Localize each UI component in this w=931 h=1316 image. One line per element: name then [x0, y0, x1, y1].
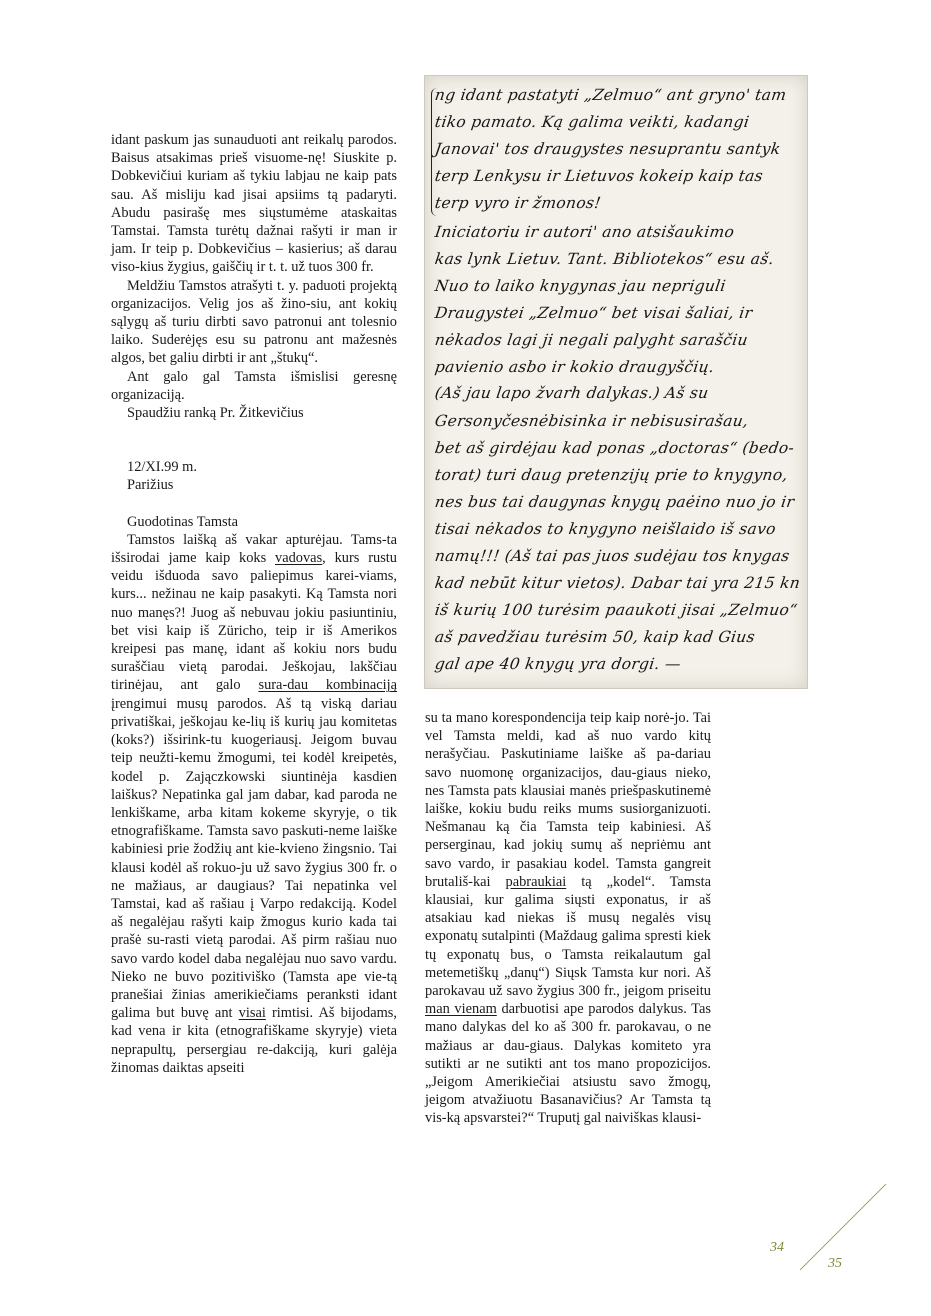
manuscript-line: aš pavedžiau turėsim 50, kaip kad Gius: [433, 628, 757, 646]
manuscript-line: namų!!! (Aš tai pas juos sudėjau tos knygas: [433, 547, 791, 565]
manuscript-line: bet aš girdėjau kad ponas „doctoras“ (bedo-: [433, 439, 796, 457]
manuscript-line: Nuo to laiko knygynas jau nepriguli: [433, 277, 727, 295]
underlined-phrase: sura-dau kombinaciją: [258, 677, 397, 694]
manuscript-line: ng idant pastatyti „Zelmuo“ ant gryno' tam: [433, 86, 788, 104]
letter-place: Parižius: [127, 477, 174, 494]
manuscript-line: nes bus tai daugynas knygų paėino nuo jo ir: [433, 493, 796, 511]
underlined-word: visai: [238, 1005, 266, 1022]
signature-line: Spaudžiu ranką Pr. Žitkevičius: [127, 405, 304, 422]
manuscript-line: gal ape 40 knygų yra dorgi. —: [433, 655, 683, 673]
letter-salutation: Guodotinas Tamsta: [127, 513, 239, 530]
manuscript-line: Draugystei „Zelmuo“ bet visai šaliai, ir: [433, 304, 754, 322]
letter-date: 12/XI.99 m.: [127, 459, 197, 476]
page-number-left: 34: [770, 1240, 784, 1255]
underlined-phrase: man vienam: [425, 1001, 497, 1018]
paragraph-closing: Ant galo gal Tamsta išmislisi geresnę organizaciją.: [111, 368, 397, 403]
page-number-right: 35: [828, 1256, 842, 1271]
right-text-column: [425, 709, 711, 1128]
underlined-word: pabraukiai: [505, 873, 567, 890]
paragraph-request: Meldžiu Tamstos atrašyti t. y. paduoti projektą organizacijos. Velig jos aš žino-siu, ant kokių sąlygų aš turiu dirbti savo patronui ant tolesnio laiko. Suderėjęs esu su patronu ant mažesnės algos, bet galiu dirbti ir ant „štukų“.: [111, 277, 397, 367]
letter-body: Tamstos laišką aš vakar apturėjau. Tams-ta išsirodai jame kaip koks vadovas, kurs rustu veidu išduoda savo paliepimus karei-viams, kurs... nežinau ne kaip pasakyti. Ką Tamsta nori nuo manęs?! Juog aš nebuvau jokiu pasiuntiniu, bet visi kaip iš Züricho, teip ir iš Amerikos kreipesi pas manę, idant aš kokiu nors budu suraščiau vietą parodai. Ješkojau, lakščiau tirinėjau, ant galo sura-dau kombinaciją įrengimui musų parodos. Aš tą viską dariau privatiškai, ješkojau ke-lių iš kurių jau komitetas (koks?) išsirink-tu kuogeriausį. Jeigom buvau teip neužti-kemu žmogumi, tei kodėl kreipetės, kodel p. Zajączkowski siuntinėja kasdien laiškus? Nepatinka gal jam dabar, kad paroda ne lenkiškame, arba kitam kokeme skyryje, o tik etnografiškame. Tamsta savo paskuti-neme laiške kabiniesi prie žodžių ant kie-kvieno žingsnio. Tai klausi kodėl aš rokuo-ju už savo žygius 300 fr. o ne mažiaus, ar daugiaus? Tai nepatinka vel Tamstai, kad aš rašiau į Varpo redakciją. Kodel aš negalėjau rašyti kaip žmogus kurio kada tai prašė su-rasti vietą parodai. Aš pirm rašiau nuo savo vardo kodel daba negalėjau nuo savo vardu. Nieko ne buvo pozitiviško (Tamsta ape vie-tą pranešiai žinias amerikiečiams peranksti idant galima but buvę ant visai rimtisi. Aš bijodams, kad vena ir kita (etnografiškame skyryje) vieta neprapultų, persergiau re-dakciją, kuri galėja žinomas daiktas apseiti: [111, 531, 397, 1076]
manuscript-facsimile: [424, 75, 808, 689]
underlined-word: vadovas: [275, 550, 323, 567]
manuscript-line: nėkados lagi ji negali palyght saraščiu: [433, 331, 750, 349]
manuscript-line: tiko pamato. Ką galima veikti, kadangi: [433, 113, 751, 131]
page-number-divider: [798, 1182, 888, 1272]
manuscript-line: tisai nėkados to knygyno neišlaido iš savo: [433, 520, 778, 538]
manuscript-line: kad nebūt kitur vietos). Dabar tai yra 215 kn: [433, 574, 802, 592]
paragraph-continued: su ta mano korespondencija teip kaip norė-jo. Tai vel Tamsta meldi, kad aš nuo vardo kitų nerašyčiau. Paskutiniame laiške aš pa-dariau savo nuomonę organizacijos, dau-giaus nieko, nes Tamsta pats klausiai manės priešpaskutinemė laiške, kokiu budu reiks mums susiorganizuoti. Nešmanau ką čia Tamsta teip kabiniesi. Aš perserginau, kad jokių sumų aš nepriėmu ant savo vardo, ir pasakiau kodel. Tamsta gangreit brutališ-kai pabraukiai tą „kodel“. Tamsta klausiai, kur galima siųsti exponatus, ir aš atsakiau kad niekas iš musų negalės visų exponatų sutalpinti (Maždaug galima spresti kiek tų exponatų bus, o Tamsta reikalautum gal metemetiškų „danų“) Siųsk Tamsta kur nori. Aš parokavau už savo žygius 300 fr., jeigom priseitu man vienam darbuotisi ape parodos dalykus. Tas mano dalykas del ko aš 300 fr. parokavau, o ne mažiaus ar dau-giaus. Dalykas komiteto yra sutikti ar ne sutikti ant tos mano propozicijos. „Jeigom Amerikiečiai atsiustu savo žmogų, jeigom atvažiuotu Basanavičius? Ar Tamsta tą vis-ką apsvarstei?“ Truputį gal naiviškas klausi-: [425, 710, 712, 1127]
manuscript-line: iš kurių 100 turėsim paaukoti jisai „Zelmuo“: [433, 601, 799, 619]
manuscript-line: pavienio asbo ir kokio draugyščių.: [433, 358, 716, 376]
manuscript-line: (Aš jau lapo žvarh dalykas.) Aš su: [433, 384, 710, 402]
manuscript-line: Gersonyčesnėbisinka ir nebisusirašau,: [433, 412, 750, 430]
manuscript-line: torat) turi daug pretenzijų prie to knygyno,: [433, 466, 790, 484]
manuscript-line: Janovai' tos draugystes nesuprantu santyk: [433, 140, 782, 158]
paragraph-continuation: idant paskum jas sunauduoti ant reikalų parodos. Baisus atsakimas prieš visuome-nę! Siuskite p. Dobkevičiui kuriam aš tykiu labjau ne kaip pats sau. Aš misliju kad jisai apsiims tą padaryti. Abudu pasirašę mes siųstumėme ataskaitas Tamstai. Tamsta turėtų dažnai rašyti ir man ir jam. Ir teip p. Dobkevičius – kasierius; aš darau viso-kius žygius, gaiščių ir t. t. už tuos 300 fr.: [111, 132, 397, 276]
manuscript-line: kas lynk Lietuv. Tant. Bibliotekos“ esu aš.: [433, 250, 776, 268]
manuscript-line: Iniciatoriu ir autori' ano atsišaukimo: [433, 223, 736, 241]
left-text-column: [111, 131, 397, 1077]
manuscript-line: terp vyro ir žmonos!: [433, 194, 603, 212]
manuscript-line: terp Lenkysu ir Lietuvos kokeip kaip tas: [433, 167, 765, 185]
